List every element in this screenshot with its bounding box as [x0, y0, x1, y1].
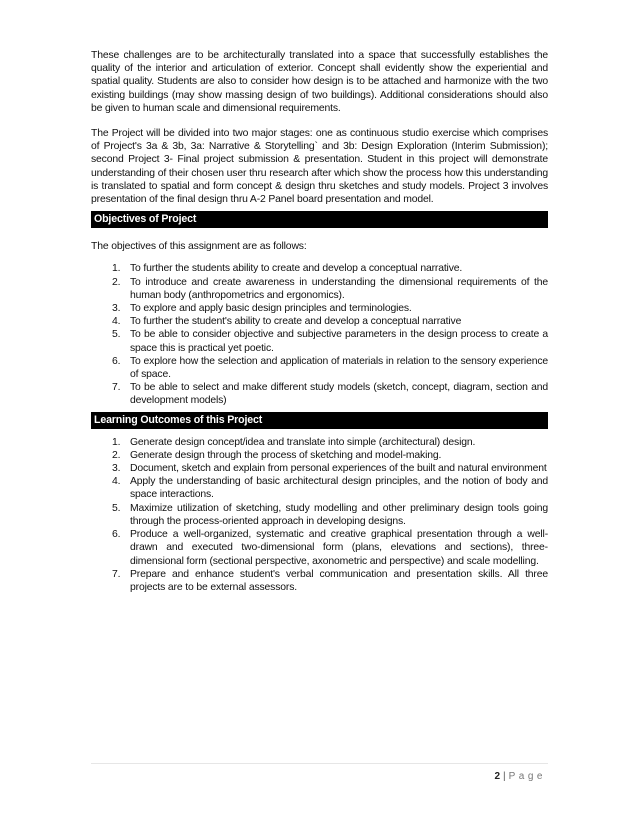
- list-item: 7. Prepare and enhance student's verbal communication and presentation skills. All three projects are to be external assessors.: [112, 568, 548, 593]
- list-item: 1. To further the students ability to create and develop a conceptual narrative.: [112, 263, 463, 275]
- paragraph-project-stages: The Project will be divided into two major stages: one as continuous studio exercise which comprises of Project's 3a & 3b, 3a: Narrative & Storytelling` and 3b: Design Exploration (Interim Submission); second Project 3- Final project submission & presentation. Student in this project will demonstrate understanding of their chosen user thru research after which show the process how this understanding is translated to spatial and form concept & design thru sketches and study models. Project 3 involves presentation of the final design thru A-2 Panel board presentation and model.: [91, 128, 548, 206]
- list-item: 4. Apply the understanding of basic architectural design principles, and the notion of body and space interactions.: [112, 476, 548, 501]
- list-item: 6. Produce a well-organized, systematic and creative graphical presentation through a well-drawn and executed two-dimensional form (plans, elevations and sections), three-dimensional form (sectional perspective, axonometric and perspective) and scale modelling.: [112, 529, 548, 567]
- list-item: 3. To explore and apply basic design principles and terminologies.: [112, 303, 412, 315]
- learning-outcomes-heading: Learning Outcomes of this Project: [91, 412, 548, 429]
- list-item: 7. To be able to select and make different study models (sketch, concept, diagram, section and development models): [112, 382, 548, 407]
- list-item: 1. Generate design concept/idea and translate into simple (architectural) design.: [112, 436, 476, 448]
- footer-divider: [91, 763, 548, 764]
- list-item: 4. To further the student's ability to create and develop a conceptual narrative: [112, 316, 462, 328]
- paragraph-challenges: These challenges are to be architecturally translated into a space that successfully establishes the quality of the interior and articulation of exterior. Concept shall evidently show the experiential and spatial quality. Students are also to consider how design is to be attached and harmonize with the two existing buildings (may show massing design of two buildings). Additional considerations should also be given to human scale and dimensional requirements.: [91, 50, 548, 114]
- objectives-heading: Objectives of Project: [91, 211, 548, 228]
- footer-separator: |: [503, 771, 506, 782]
- objectives-intro: The objectives of this assignment are as follows:: [91, 241, 307, 253]
- list-item: 2. To introduce and create awareness in understanding the dimensional requirements of the human body (anthropometrics and ergonomics).: [112, 276, 548, 301]
- list-item: 2. Generate design through the process of sketching and model-making.: [112, 449, 442, 461]
- list-item: 6. To explore how the selection and application of materials in relation to the sensory experience of space.: [112, 355, 548, 381]
- page-number: 2: [494, 771, 501, 782]
- list-item: 5. To be able to consider objective and subjective parameters in the design process to create a space this is practical yet poetic.: [112, 329, 548, 354]
- list-item: 5. Maximize utilization of sketching, study modelling and other preliminary design tools going through the process-oriented approach in developing designs.: [112, 502, 548, 527]
- objectives-list: [91, 262, 548, 407]
- page-label: Page: [508, 771, 546, 782]
- page-footer: [494, 771, 546, 782]
- list-item: 3. Document, sketch and explain from personal experiences of the built and natural environment: [112, 463, 547, 475]
- outcomes-list: [91, 436, 548, 594]
- page-content: [91, 49, 548, 598]
